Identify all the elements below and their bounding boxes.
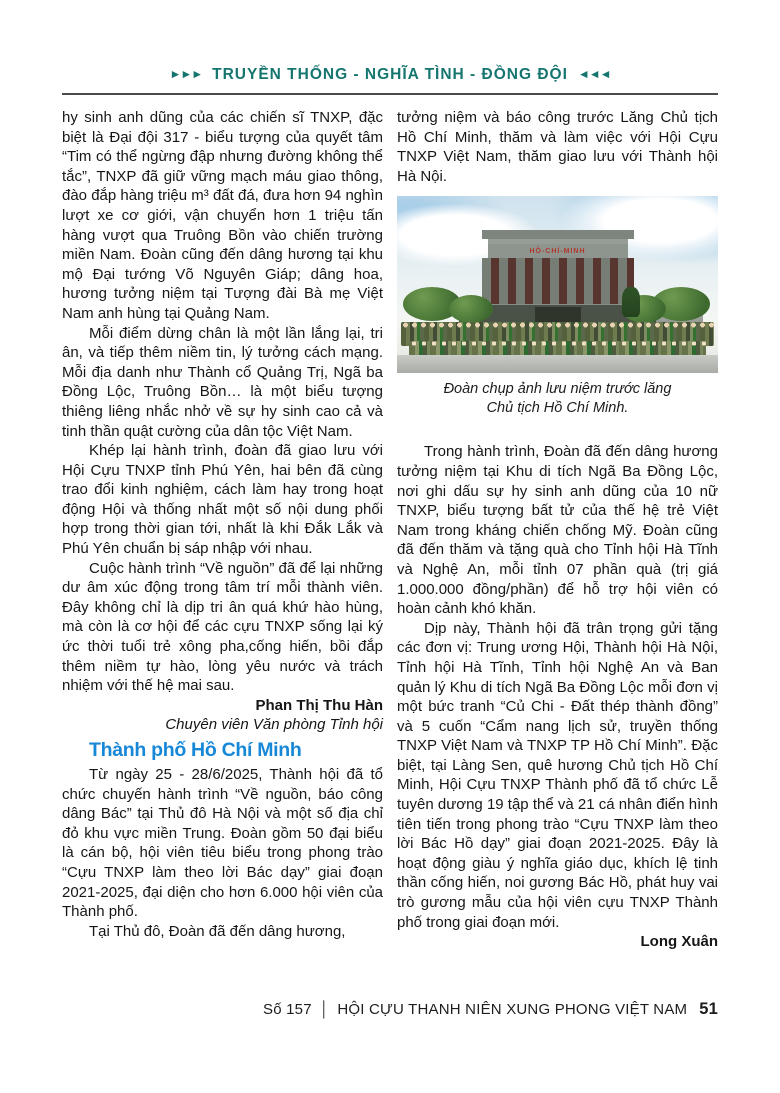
footer-divider: │ [319, 1001, 330, 1018]
paragraph: tưởng niệm và báo công trước Lăng Chủ tịch Hồ Chí Minh, thăm và làm việc với Hội Cựu TNXP Việt Nam, thăm giao lưu với Thành hội Hà Nội. [397, 109, 718, 185]
paragraph: Khép lại hành trình, đoàn đã giao lưu với Hội Cựu TNXP tỉnh Phú Yên, hai bên đã cùng trao đổi kinh nghiệm, cách làm hay trong hoạt động Hội và thống nhất một số nội dung phối hợp trong thời gian tới, nhất là khi Đắk Lắk và Phú Yên chuẩn bị sáp nhập với nhau. [62, 442, 383, 558]
article-columns [62, 108, 718, 952]
paragraph: Trong hành trình, Đoàn đã đến dâng hương tưởng niệm tại Khu di tích Ngã Ba Đồng Lộc, nơi ghi dấu sự hy sinh anh dũng của 10 nữ TNXP, biểu tượng bất tử của thế hệ trẻ Việt Nam trong kháng chiến chống Mỹ. Đoàn cũng đã đến thăm và tặng quà cho Tỉnh hội Hà Tĩnh và Nghệ An, mỗi tỉnh 07 phần quà (trị giá 1.000.000 đồng/phần) để hỗ trợ hội viên có hoàn cảnh khó khăn. [397, 443, 718, 618]
running-header-text: TRUYỀN THỐNG - NGHĨA TÌNH - ĐỒNG ĐỘI [212, 66, 568, 83]
paragraph: Tại Thủ đô, Đoàn đã đến dâng hương, [89, 922, 346, 940]
author-byline: Long Xuân [640, 933, 718, 951]
header-rule [62, 93, 718, 95]
journal-name: HỘI CỰU THANH NIÊN XUNG PHONG VIỆT NAM [337, 1001, 688, 1018]
left-arrows-icon: ◄◄◄ [577, 67, 611, 81]
photo-caption [397, 380, 718, 418]
photo-caption-line1: Đoàn chụp ảnh lưu niệm trước lăng [443, 381, 672, 398]
photo-figure [397, 196, 718, 418]
running-header-title [159, 66, 620, 83]
section-heading: Thành phố Hồ Chí Minh [89, 739, 302, 761]
mausoleum-columns [482, 258, 634, 304]
right-column [397, 108, 718, 952]
tree-icon [622, 287, 640, 317]
page-number: 51 [699, 1000, 718, 1018]
mausoleum-group-photo [397, 196, 718, 373]
author-byline: Phan Thị Thu Hàn [255, 696, 383, 714]
left-column [62, 108, 383, 952]
mausoleum-name-label: HỒ-CHÍ-MINH [529, 247, 586, 255]
mausoleum-name-band [488, 244, 628, 258]
photo-caption-line2: Chủ tịch Hồ Chí Minh. [486, 400, 629, 417]
paragraph: Từ ngày 25 - 28/6/2025, Thành hội đã tổ chức chuyến hành trình “Về nguồn, báo công dâng Bác” tại Thủ đô Hà Nội và một số địa chỉ đỏ khu vực miền Trung. Đoàn gồm 50 đại biểu là cán bộ, hội viên tiêu biểu trong phong trào “Cựu TNXP làm theo lời Bác dạy” giai đoạn 2021-2025, đại diện cho hơn 6.000 hội viên của Thành phố. [62, 766, 383, 921]
paragraph: Dịp này, Thành hội đã trân trọng gửi tặng các đơn vị: Trung ương Hội, Thành hội Hà Nội, Tỉnh hội Hà Tĩnh, Tỉnh hội Nghệ An và Ban quản lý Khu di tích Ngã Ba Đồng Lộc mỗi đơn vị một bức tranh “Củ Chi - Đất thép thành đồng” và 5 cuốn “Cẩm nang lịch sử, truyền thống TNXP Việt Nam và TNXP TP Hồ Chí Minh”. Đặc biệt, tại Làng Sen, quê hương Chủ tịch Hồ Chí Minh, Hội Cựu TNXP Thành phố đã tổ chức Lễ tuyên dương 19 tập thể và 21 cá nhân điển hình tiên tiến trong phong trào “Cựu TNXP làm theo lời Bác Hồ dạy” giai đoạn 2021-2025. Đây là hoạt động giàu ý nghĩa giáo dục, khích lệ tinh thần cống hiến, noi gương Bác Hồ, phát huy vai trò gương mẫu của hội viên cựu TNXP Thành phố trong giai đoạn mới. [397, 619, 718, 931]
paragraph: Cuộc hành trình “Về nguồn” đã để lại những dư âm xúc động trong tâm trí mỗi thành viên. Đây không chỉ là dịp tri ân quá khứ hào hùng, mà còn là cơ hội để các cựu TNXP sống lại ký ức thời tuổi trẻ xông pha,cống hiến, bồi đắp thêm niềm tự hào, lòng yêu nước và trách nhiệm với thế hệ mai sau. [62, 559, 383, 695]
plaza-pavement [397, 355, 718, 373]
mausoleum-roof [482, 230, 634, 239]
page-footer [62, 1000, 718, 1019]
crowd-squatting-row [409, 341, 706, 356]
right-arrows-icon: ►►► [169, 67, 203, 81]
author-role: Chuyên viên Văn phòng Tỉnh hội [165, 716, 383, 734]
paragraph: hy sinh anh dũng của các chiến sĩ TNXP, đặc biệt là Đại đội 317 - biểu tượng của quyết tâm “Tim có thể ngừng đập nhưng đường không thể tắc”, TNXP đã giữ vững mạch máu giao thông, đào đắp hàng triệu m³ đất đá, đưa hơn 94 nghìn lượt xe cơ giới, vận chuyển hơn 1 triệu tấn hàng vượt qua Truông Bồn vào chiến trường miền Nam. Đoàn cũng đến dâng hương tại khu mộ Đại tướng Võ Nguyên Giáp; dâng hoa, hương tưởng niệm tại Tượng đài Bà mẹ Việt Nam anh hùng tại Quảng Nam. [62, 109, 383, 322]
running-header [62, 66, 718, 84]
paragraph: Mỗi điểm dừng chân là một lần lắng lại, tri ân, và tiếp thêm niềm tin, lý tưởng cách mạng. Mỗi địa danh như Thành cổ Quảng Trị, Ngã ba Đồng Lộc, Truông Bồn… là một biểu tượng thiêng liêng nhắc nhở về sự hy sinh cao cả và tinh thần quật cường của dân tộc Việt Nam. [62, 324, 383, 440]
issue-number: Số 157 [263, 1001, 312, 1018]
